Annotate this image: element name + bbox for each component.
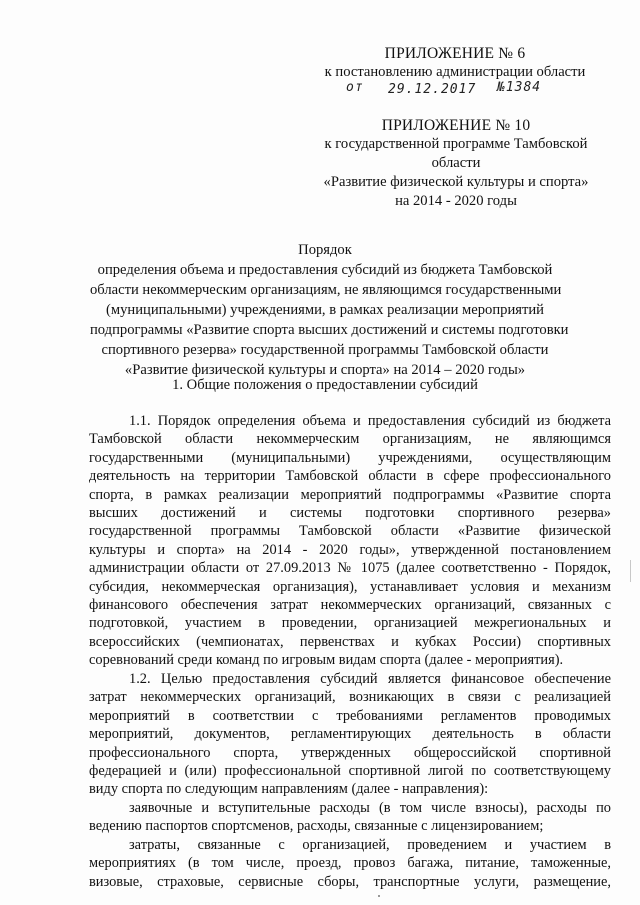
section-title: 1. Общие положения о предоставлении субсидий — [172, 377, 478, 393]
title-line: области некоммерческим организациям, не являющимся государственными — [90, 282, 562, 298]
appendix-10-line: на 2014 - 2020 годы — [395, 193, 517, 209]
text-line: ведению паспортов спортсменов, расходы, связанные с лицензированием; — [89, 818, 544, 835]
handwritten-date: 29.12.2017 — [388, 82, 477, 97]
appendix-6-block — [300, 44, 610, 82]
text-line: профессионального спорта, утвержденных общероссийской спортивной — [89, 744, 611, 761]
text-line: 1.2. Целью предоставления субсидий является финансовое обеспечение — [129, 671, 611, 687]
appendix-6-line: к постановлению администрации области — [324, 64, 586, 80]
text-line: затраты, связанные с организацией, проведением и участием в — [129, 837, 611, 853]
text-line: государственными (муниципальными) учреждениями, осуществляющим — [89, 449, 611, 466]
paragraph-costs — [89, 836, 611, 891]
handwritten-date-prefix: от — [346, 80, 364, 95]
document-title — [90, 240, 569, 380]
text-line: мероприятиях (в том числе, проезд, провоз багажа, питание, таможенные, — [89, 855, 611, 872]
appendix-6-heading: ПРИЛОЖЕНИЕ № 6 — [384, 45, 526, 62]
text-line: финансового обеспечения затрат некоммерческих организаций, связанных с — [89, 596, 611, 613]
text-line: администрации области от 27.09.2013 № 1075 (далее соответственно - Порядок, — [89, 560, 611, 577]
handwritten-number: №1384 — [497, 80, 542, 95]
text-line: государственной программы Тамбовской области «Развитие физической — [89, 523, 611, 540]
appendix-10-line: «Развитие физической культуры и спорта» — [323, 174, 589, 190]
text-line: Тамбовской области некоммерческим организациям, не являющимся — [89, 431, 611, 448]
text-line: мероприятий, документов, регламентирующих деятельность в области — [89, 726, 611, 743]
paragraph-1-2 — [89, 670, 611, 799]
text-line: федерацией и (или) профессиональной спортивной лигой по соответствующему — [89, 762, 611, 779]
title-line: (муниципальными) учреждениями, в рамках реализации мероприятий — [106, 302, 544, 318]
text-line: культуры и спорта» на 2014 - 2020 годы», утвержденной постановлением — [89, 541, 611, 558]
text-line: 1.1. Порядок определения объема и предоставления субсидий из бюджета — [129, 413, 611, 429]
text-line: затрат некоммерческих организаций, возникающих в связи с реализацией — [89, 689, 611, 706]
text-line: подготовкой, участием в проведении, организацией межрегиональных и — [89, 615, 611, 632]
text-line: мероприятий в соответствии с требованиями регламентов проводимых — [89, 707, 611, 724]
title-line: «Развитие физической культуры и спорта» на 2014 – 2020 годы» — [124, 362, 526, 378]
appendix-10-line: области — [431, 155, 481, 171]
title-line: Порядок — [298, 242, 352, 258]
appendix-10-block — [308, 116, 604, 211]
title-line: спортивного резерва» государственной программы Тамбовской области — [101, 342, 549, 358]
text-line: спорта, в рамках реализации мероприятий подпрограммы «Развитие спорта — [89, 486, 611, 503]
appendix-10-line: к государственной программе Тамбовской — [324, 136, 588, 152]
scan-speck — [630, 560, 631, 582]
text-line: виду спорта по следующим направлениям (далее - направления): — [89, 781, 489, 798]
paragraph-fees — [89, 799, 611, 836]
paragraph-1-1 — [89, 412, 611, 669]
text-line: заявочные и вступительные расходы (в том числе взносы), расходы по — [129, 800, 611, 816]
title-line: определения объема и предоставления субсидий из бюджета Тамбовской — [97, 262, 553, 278]
text-line: деятельность на территории Тамбовской области в сфере профессионального — [89, 468, 611, 485]
text-line: всероссийских (чемпионатах, первенствах и кубках России) спортивных — [89, 633, 611, 650]
appendix-10-heading: ПРИЛОЖЕНИЕ № 10 — [381, 117, 531, 134]
scan-speck — [378, 895, 380, 897]
text-line: высших достижений и системы подготовки спортивного резерва» — [89, 504, 611, 521]
text-line: соревнований среди команд по игровым видам спорта (далее - мероприятия). — [89, 652, 564, 669]
title-line: подпрограммы «Развитие спорта высших достижений и системы подготовки — [90, 322, 569, 338]
text-line: субсидия, некоммерческая организация), устанавливает условия и механизм — [89, 578, 611, 595]
text-line: визовые, страховые, сервисные сборы, транспортные услуги, размещение, — [89, 873, 611, 890]
